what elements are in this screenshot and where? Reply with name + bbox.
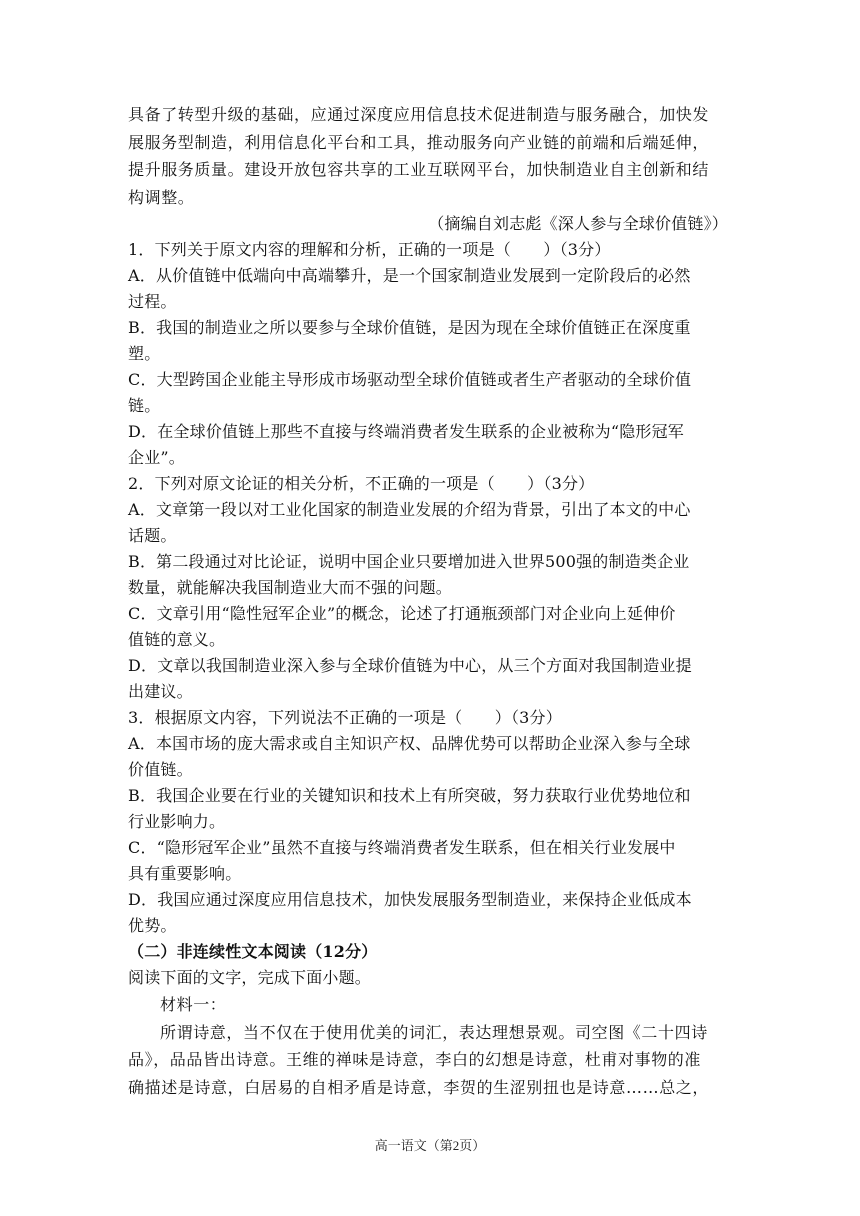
- question-1: [128, 237, 732, 471]
- option-a-continued: 过程。: [128, 292, 177, 311]
- source-citation: （摘编自刘志彪《深人参与全球价值链》）: [428, 214, 728, 233]
- question-stem: 3．根据原文内容，下列说法不正确的一项是（ ）（3分）: [128, 708, 562, 727]
- option-b-continued: 行业影响力。: [128, 812, 226, 831]
- option-a-continued: 价值链。: [128, 760, 193, 779]
- section-title: （二）非连续性文本阅读（12分）: [128, 942, 378, 961]
- option-c: C．“隐形冠军企业”虽然不直接与终端消费者发生联系，但在相关行业发展中: [128, 838, 676, 857]
- reading-instruction: 阅读下面的文字，完成下面小题。: [128, 968, 372, 987]
- option-c-continued: 值链的意义。: [128, 630, 226, 649]
- intro-line: 提升服务质量。建设开放包容共享的工业互联网平台，加快制造业自主创新和结: [128, 160, 710, 179]
- option-b: B．第二段通过对比论证，说明中国企业只要增加进入世界500强的制造类企业: [128, 552, 690, 571]
- option-a: A．从价值链中低端向中高端攀升，是一个国家制造业发展到一定阶段后的必然: [128, 266, 691, 285]
- option-a: A．文章第一段以对工业化国家的制造业发展的介绍为背景，引出了本文的中心: [128, 500, 691, 519]
- option-c-continued: 具有重要影响。: [128, 864, 242, 883]
- option-d: D．我国应通过深度应用信息技术，加快发展服务型制造业，来保持企业低成本: [128, 890, 692, 909]
- option-d: D．在全球价值链上那些不直接与终端消费者发生联系的企业被称为“隐形冠军: [128, 422, 685, 441]
- question-stem: 2．下列对原文论证的相关分析，不正确的一项是（ ）（3分）: [128, 474, 595, 493]
- option-d-continued: 企业”。: [128, 448, 185, 467]
- option-c: C．文章引用“隐性冠军企业”的概念，论述了打通瓶颈部门对企业向上延伸价: [128, 604, 676, 623]
- intro-line: 构调整。: [128, 187, 195, 207]
- option-a-continued: 话题。: [128, 526, 177, 545]
- question-stem: 1．下列关于原文内容的理解和分析，正确的一项是（ ）（3分）: [128, 240, 611, 259]
- option-b-continued: 塑。: [128, 344, 161, 363]
- material-line: 品》，品品皆出诗意。王维的禅味是诗意，李白的幻想是诗意，杜甫对事物的准: [128, 1050, 702, 1069]
- option-b: B．我国企业要在行业的关键知识和技术上有所突破，努力获取行业优势地位和: [128, 786, 691, 805]
- exam-page-body: [128, 101, 732, 1101]
- option-c: C．大型跨国企业能主导形成市场驱动型全球价值链或者生产者驱动的全球价值: [128, 370, 692, 389]
- option-b-continued: 数量，就能解决我国制造业大而不强的问题。: [128, 578, 453, 597]
- intro-line: 具备了转型升级的基础，应通过深度应用信息技术促进制造与服务融合，加快发: [128, 105, 710, 124]
- option-d: D．文章以我国制造业深入参与全球价值链为中心，从三个方面对我国制造业提: [128, 656, 692, 675]
- option-c-continued: 链。: [128, 396, 161, 415]
- option-d-continued: 优势。: [128, 916, 177, 935]
- material-label: 材料一：: [160, 995, 227, 1014]
- option-a: A．本国市场的庞大需求或自主知识产权、品牌优势可以帮助企业深入参与全球: [128, 734, 691, 753]
- question-3: [128, 705, 732, 939]
- option-b: B．我国的制造业之所以要参与全球价值链，是因为现在全球价值链正在深度重: [128, 318, 691, 337]
- page-footer: 高一语文（第2页）: [374, 1138, 486, 1153]
- question-2: [128, 471, 732, 705]
- option-d-continued: 出建议。: [128, 682, 193, 701]
- material-line: 所谓诗意，当不仅在于使用优美的词汇，表达理想景观。司空图《二十四诗: [160, 1022, 708, 1042]
- intro-line: 展服务型制造，利用信息化平台和工具，推动服务向产业链的前端和后端延伸，: [128, 132, 710, 152]
- material-line: 确描述是诗意，白居易的自相矛盾是诗意，李贺的生涩别扭也是诗意……总之，: [128, 1077, 710, 1097]
